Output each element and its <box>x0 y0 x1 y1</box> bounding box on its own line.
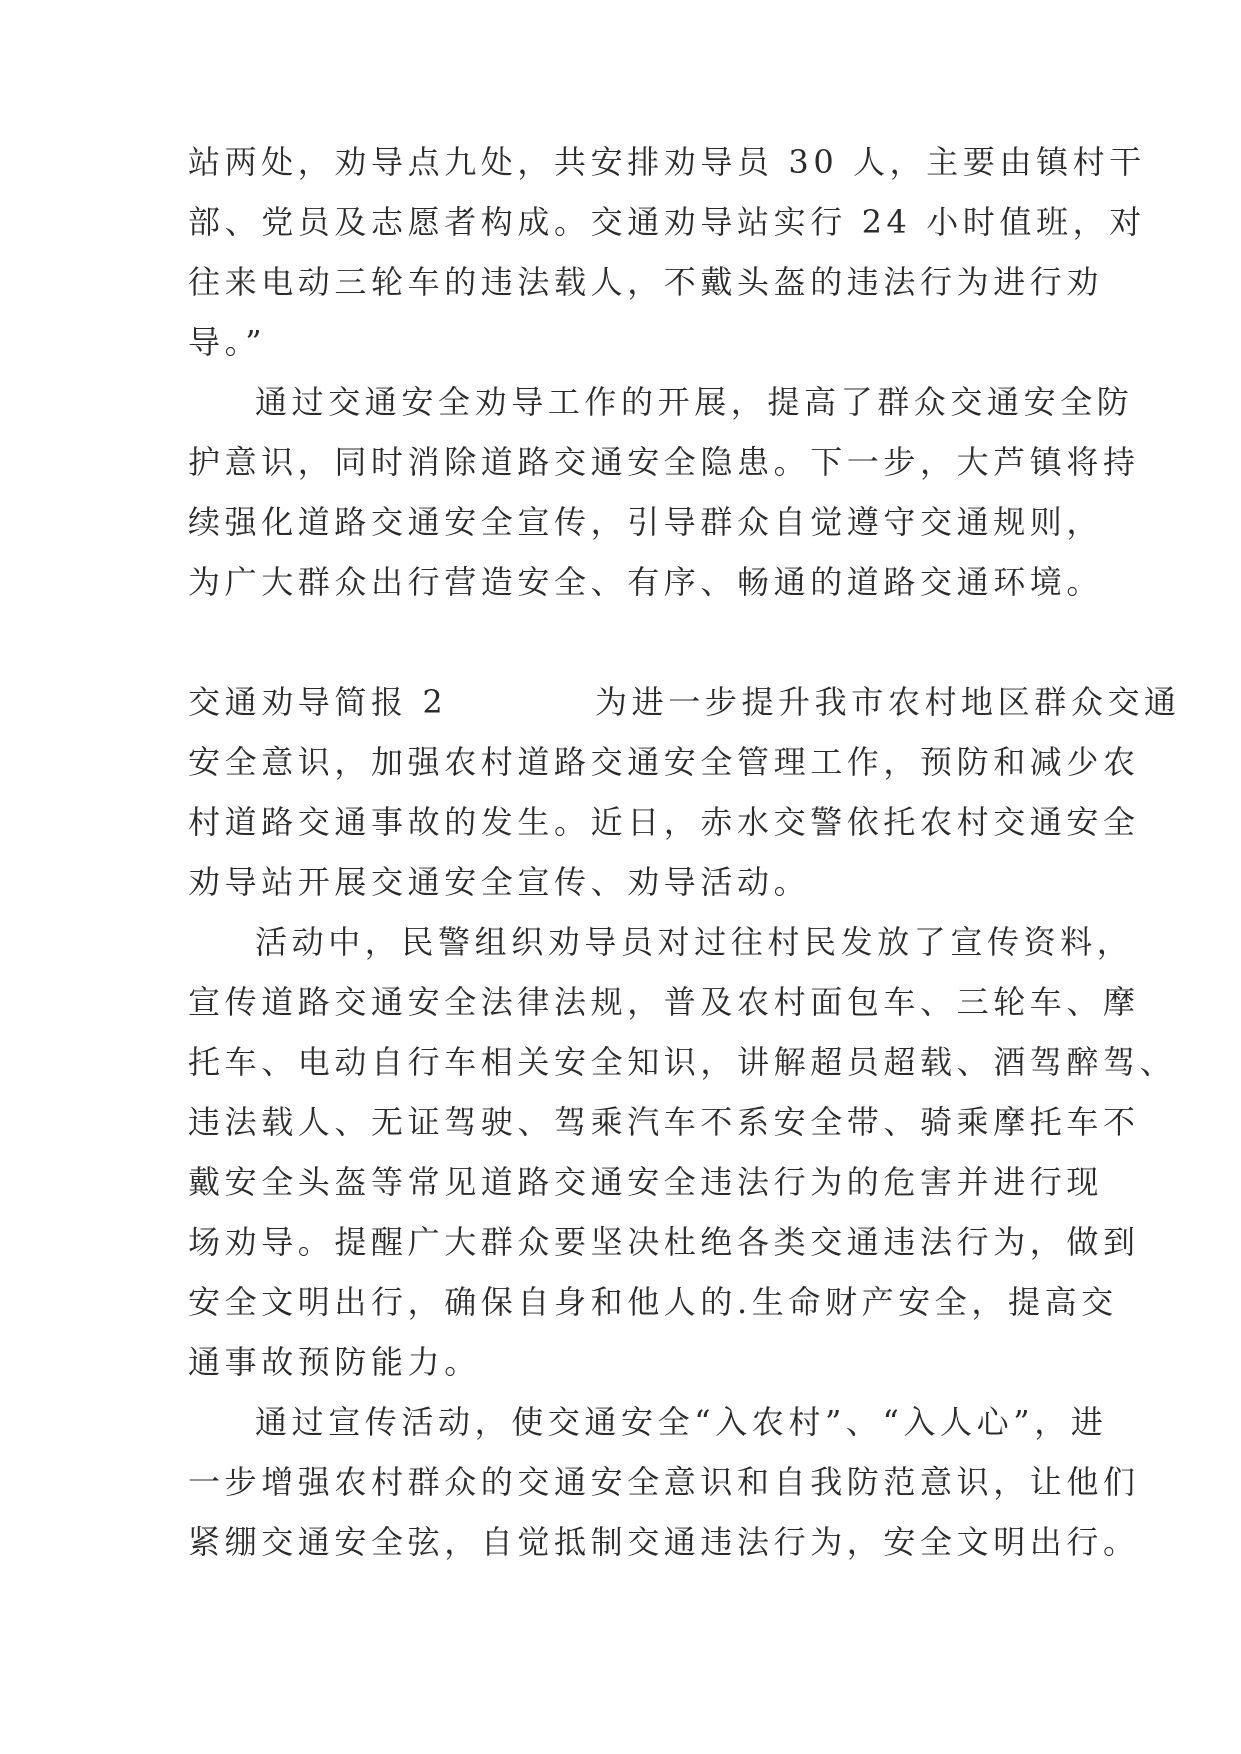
text-line: 导。” <box>188 323 267 361</box>
text-line: 部、党员及志愿者构成。交通劝导站实行 24 小时值班，对 <box>188 203 1146 241</box>
text-line: 一步增强农村群众的交通安全意识和自我防范意识，让他们 <box>188 1463 1140 1501</box>
text-line: 续强化道路交通安全宣传，引导群众自觉遵守交通规则， <box>188 503 1104 541</box>
text-line: 站两处，劝导点九处，共安排劝导员 30 人，主要由镇村干 <box>188 143 1146 181</box>
text-line: 安全意识，加强农村道路交通安全管理工作，预防和减少农 <box>188 743 1140 781</box>
text-line: 为广大群众出行营造安全、有序、畅通的道路交通环境。 <box>188 563 1104 601</box>
paragraph-first-line: 通过宣传活动，使交通安全“入农村”、“入人心”，进 <box>255 1403 1108 1441</box>
text-line: 场劝导。提醒广大群众要坚决杜绝各类交通违法行为，做到 <box>188 1223 1140 1261</box>
text-line: 安全文明出行，确保自身和他人的.生命财产安全，提高交 <box>188 1283 1118 1321</box>
text-line: 通事故预防能力。 <box>188 1343 481 1381</box>
text-line: 劝导站开展交通安全宣传、劝导活动。 <box>188 863 811 901</box>
text-line: 紧绷交通安全弦，自觉抵制交通违法行为，安全文明出行。 <box>188 1523 1140 1561</box>
paragraph-first-line: 活动中，民警组织劝导员对过往村民发放了宣传资料， <box>255 923 1134 961</box>
text-line: 托车、电动自行车相关安全知识，讲解超员超载、酒驾醉驾、 <box>188 1043 1177 1081</box>
text-line: 往来电动三轮车的违法载人，不戴头盔的违法行为进行劝 <box>188 263 1104 301</box>
text-line: 村道路交通事故的发生。近日，赤水交警依托农村交通安全 <box>188 803 1140 841</box>
text-line: 违法载人、无证驾驶、驾乘汽车不系安全带、骑乘摩托车不 <box>188 1103 1140 1141</box>
text-line: 戴安全头盔等常见道路交通安全违法行为的危害并进行现 <box>188 1163 1104 1201</box>
text-line: 宣传道路交通安全法律法规，普及农村面包车、三轮车、摩 <box>188 983 1140 1021</box>
paragraph-first-line: 通过交通安全劝导工作的开展，提高了群众交通安全防 <box>255 383 1134 421</box>
section-heading-line: 交通劝导简报 2 为进一步提升我市农村地区群众交通 <box>188 683 1181 721</box>
text-line: 护意识，同时消除道路交通安全隐患。下一步，大芦镇将持 <box>188 443 1140 481</box>
